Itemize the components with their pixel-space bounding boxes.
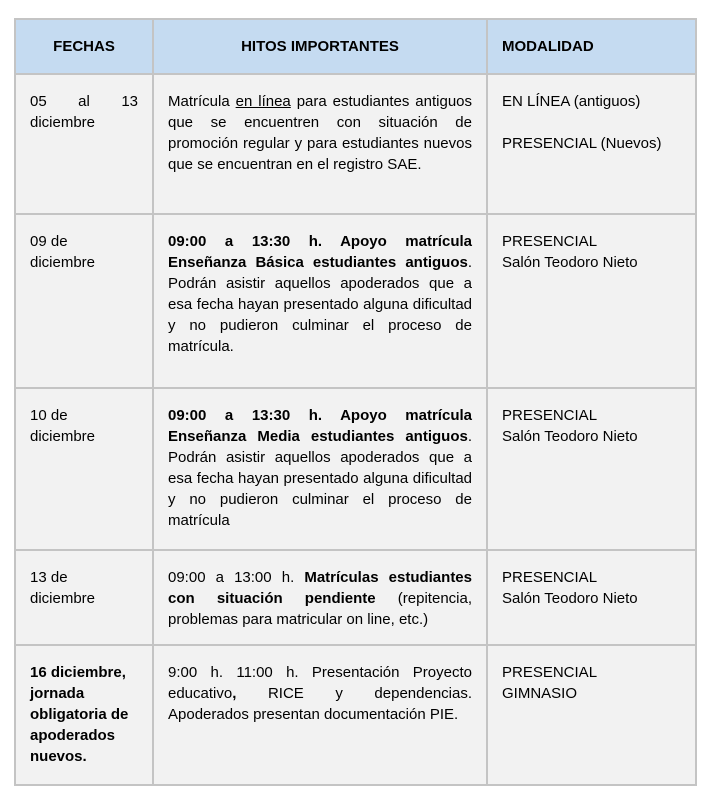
modality-line-1: PRESENCIAL [502, 664, 598, 681]
table-row [16, 73, 695, 213]
table-row [16, 213, 695, 387]
date-month: diciembre [30, 590, 96, 607]
table-row [16, 387, 695, 549]
header-hitos: HITOS IMPORTANTES [154, 20, 488, 73]
milestone-text: . Podrán asistir aquellos apoderados que a esa fecha hayan presentado alguna dificultad y no pudieron culminar el proceso de matrícula. [168, 254, 472, 355]
date-cell [16, 215, 154, 387]
date-end: 13 [121, 93, 138, 110]
date-month: diciembre [30, 428, 96, 445]
milestone-text-pre: Matrícula [168, 93, 230, 110]
modality-cell [488, 75, 695, 213]
modality-line-2: Salón Teodoro Nieto [502, 254, 638, 271]
date-cell [16, 389, 154, 549]
date-month: diciembre [30, 254, 96, 271]
schedule-table [14, 18, 697, 786]
modality-line-2: Salón Teodoro Nieto [502, 590, 638, 607]
modality-line-1: PRESENCIAL [502, 233, 598, 250]
modality-line-1: EN LÍNEA (antiguos) [502, 93, 641, 110]
date-connector: al [78, 93, 90, 110]
date-day: 09 de [30, 233, 68, 250]
modality-line-2: Salón Teodoro Nieto [502, 428, 638, 445]
header-modalidad: MODALIDAD [502, 38, 594, 55]
milestone-cell [154, 215, 488, 387]
milestone-bold-text: Matrículas estudiantes con situación pendiente [168, 569, 472, 607]
milestone-text: (repitencia, problemas para matricular on line, etc.) [168, 590, 473, 628]
date-cell [16, 551, 154, 644]
milestone-time: 09:00 a 13:00 h. [168, 569, 305, 586]
milestone-cell [154, 75, 488, 213]
date-start: 05 [30, 93, 47, 110]
header-fechas: FECHAS [16, 20, 154, 73]
milestone-text: RICE y dependencias. Apoderados presentan documentación PIE. [168, 685, 472, 723]
modality-cell [488, 215, 695, 387]
milestone-text-post: para estudiantes antiguos que se encuentren con situación de promoción regular y para estudiantes nuevos que se encuentran en el registro SAE. [168, 93, 473, 173]
date-cell [16, 75, 154, 213]
modality-line-2: PRESENCIAL (Nuevos) [502, 135, 662, 152]
online-link-text: en línea [235, 93, 291, 110]
date-cell: 16 diciembre, jornada obligatoria de apoderados nuevos. [16, 646, 154, 784]
milestone-text: . Podrán asistir aquellos apoderados que a esa fecha hayan presentado alguna dificultad y no pudieron culminar el proceso de matrícula [168, 428, 472, 529]
table-row [16, 644, 695, 784]
milestone-text-pre: 9:00 h. 11:00 h. Presentación Proyecto educativo [168, 664, 472, 702]
date-day: 13 de [30, 569, 68, 586]
table-row [16, 549, 695, 644]
milestone-bold-text: 09:00 a 13:30 h. Apoyo matrícula Enseñanza Media estudiantes antiguos [168, 407, 472, 445]
modality-cell [488, 551, 695, 644]
table-header-row [16, 20, 695, 73]
modality-cell [488, 646, 695, 784]
modality-line-1: PRESENCIAL [502, 407, 598, 424]
modality-line-1: PRESENCIAL [502, 569, 598, 586]
date-month: diciembre [30, 114, 96, 131]
milestone-cell [154, 646, 488, 784]
modality-cell [488, 389, 695, 549]
date-day: 10 de [30, 407, 68, 424]
milestone-cell [154, 389, 488, 549]
milestone-bold-text: 09:00 a 13:30 h. Apoyo matrícula Enseñanza Básica estudiantes antiguos [168, 233, 472, 271]
date-range [30, 91, 138, 112]
milestone-comma: , [232, 685, 237, 702]
modality-line-2: GIMNASIO [502, 685, 578, 702]
milestone-cell [154, 551, 488, 644]
